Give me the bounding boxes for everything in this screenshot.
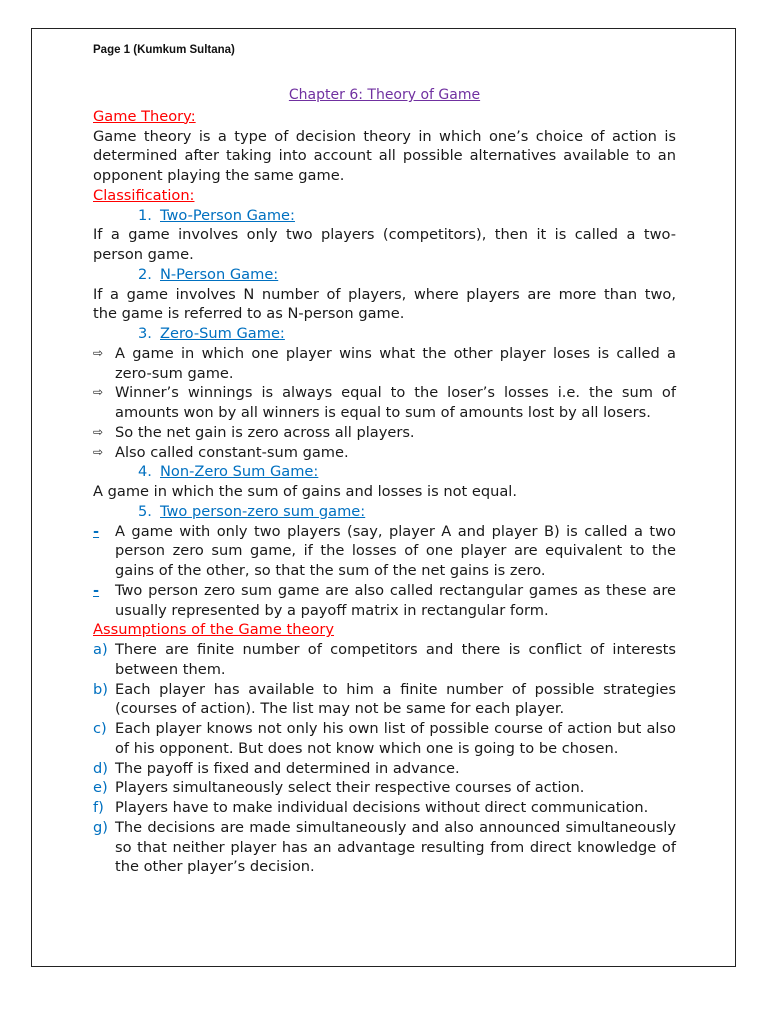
type-heading-non-zero-sum	[93, 462, 676, 482]
assumption-marker: e)	[93, 779, 108, 797]
game-theory-heading: Game Theory:	[93, 107, 196, 125]
type-number: 4.	[138, 463, 152, 481]
assumption-text: Each player has available to him a finite number of possible strategies (courses of action). The list may not be same for each player.	[115, 680, 676, 718]
type-heading-zero-sum	[93, 324, 676, 344]
n-person-line-1: If a game involves N number of players, where players are more than two,	[93, 285, 676, 303]
assumption-item	[93, 680, 676, 720]
list-item	[93, 383, 676, 423]
type-title: Zero-Sum Game:	[160, 325, 285, 342]
list-item-text: Two person zero sum game are also called rectangular games as these are usually represented by a payoff matrix in rectangular form.	[115, 581, 676, 619]
list-item	[93, 344, 676, 384]
list-item	[93, 423, 676, 443]
chapter-title: Chapter 6: Theory of Game	[288, 87, 481, 103]
document-body	[93, 86, 676, 877]
assumption-item	[93, 818, 676, 877]
two-person-line-2: person game.	[93, 246, 194, 263]
assumption-marker: g)	[93, 818, 108, 836]
n-person-line-2: the game is referred to as N-person game.	[93, 305, 405, 323]
type-number: 3.	[138, 325, 152, 342]
arrow-icon: ⇨	[93, 424, 104, 439]
non-zero-sum-line-1: A game in which the sum of gains and losses is not equal.	[93, 483, 517, 500]
list-item-text: Also called constant-sum game.	[115, 443, 349, 461]
game-theory-line-3: opponent playing the same game.	[93, 167, 345, 184]
assumption-text: There are finite number of competitors and there is conflict of interests between them.	[115, 641, 676, 678]
type-title: Two person-zero sum game:	[160, 502, 366, 520]
page-header: Page 1 (Kumkum Sultana)	[93, 44, 235, 56]
assumption-text: Players simultaneously select their respective courses of action.	[115, 779, 585, 797]
list-item-text: Winner’s winnings is always equal to the loser’s losses i.e. the sum of amounts won by all winners is equal to sum of amounts lost by all losers.	[115, 384, 676, 421]
assumption-item	[93, 798, 676, 818]
assumption-marker: b)	[93, 680, 108, 698]
list-item-text: A game in which one player wins what the other player loses is called a zero-sum game.	[115, 344, 676, 382]
dash-icon: -	[93, 581, 100, 599]
assumption-item	[93, 778, 676, 798]
list-item	[93, 443, 676, 463]
list-item	[93, 522, 676, 581]
arrow-icon: ⇨	[93, 345, 104, 360]
assumptions-heading: Assumptions of the Game theory	[93, 621, 335, 639]
dash-icon: -	[93, 522, 100, 540]
list-item	[93, 581, 676, 621]
assumption-text: Each player knows not only his own list of possible course of action but also of his opponent. But does not know which one is going to be chosen.	[115, 720, 676, 757]
assumption-text: The payoff is fixed and determined in advance.	[115, 759, 460, 777]
list-item-text: So the net gain is zero across all players.	[115, 423, 415, 441]
assumption-text: Players have to make individual decisions without direct communication.	[115, 799, 649, 816]
type-number: 1.	[138, 206, 152, 224]
assumption-marker: d)	[93, 759, 108, 777]
type-heading-n-person	[93, 265, 676, 285]
assumption-item	[93, 719, 676, 759]
game-theory-line-2: determined after taking into account all possible alternatives available to an	[93, 147, 676, 165]
assumption-item	[93, 640, 676, 680]
type-title: Non-Zero Sum Game:	[160, 463, 319, 481]
type-heading-two-person-zero-sum	[93, 502, 676, 522]
assumption-item	[93, 759, 676, 779]
type-title: N-Person Game:	[160, 265, 279, 283]
assumption-text: The decisions are made simultaneously and also announced simultaneously so that neither player has an advantage resulting from direct knowledge of the other player’s decision.	[115, 818, 676, 876]
type-number: 5.	[138, 502, 152, 520]
classification-heading: Classification:	[93, 186, 195, 204]
game-theory-line-1: Game theory is a type of decision theory in which one’s choice of action is	[93, 127, 676, 145]
type-number: 2.	[138, 265, 152, 283]
assumption-marker: a)	[93, 641, 108, 658]
two-person-line-1: If a game involves only two players (competitors), then it is called a two-	[93, 226, 676, 244]
list-item-text: A game with only two players (say, player A and player B) is called a two person zero sum game, if the losses of one player are equivalent to the gains of the other, so that the sum of the net gains is zero.	[115, 522, 676, 579]
type-title: Two-Person Game:	[160, 206, 295, 224]
arrow-icon: ⇨	[93, 444, 104, 459]
type-heading-two-person	[93, 206, 676, 226]
assumption-marker: f)	[93, 799, 104, 816]
arrow-icon: ⇨	[93, 385, 104, 400]
assumption-marker: c)	[93, 720, 107, 737]
